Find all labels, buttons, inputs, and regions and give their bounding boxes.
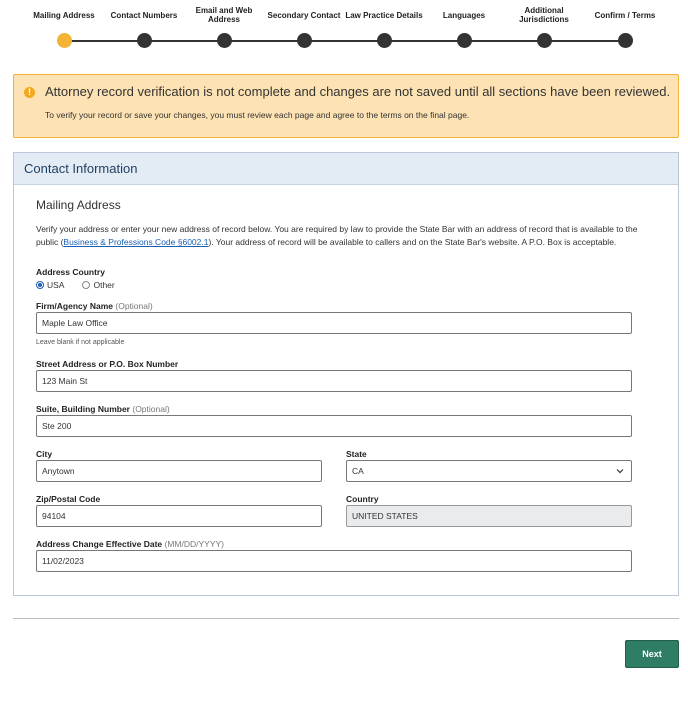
step-dot [137, 33, 152, 48]
step-mailing-address[interactable] [19, 4, 109, 48]
step-law-practice[interactable] [339, 4, 429, 48]
step-label: Law Practice Details [345, 10, 423, 20]
step-label: Secondary Contact [267, 10, 341, 20]
street-label: Street Address or P.O. Box Number [36, 359, 179, 369]
bp-code-link[interactable]: Business & Professions Code §6002.1 [63, 237, 209, 247]
effective-date-format: (MM/DD/YYYY) [164, 539, 224, 549]
step-additional-jurisdictions[interactable] [499, 4, 589, 48]
intro-text-end: ). Your address of record will be available to callers and on the State Bar's website. A P.O. Box is acceptable. [208, 237, 617, 247]
radio-other-label: Other [93, 280, 115, 290]
effective-date-label-text: Address Change Effective Date [36, 539, 163, 549]
radio-other-button[interactable] [82, 281, 90, 289]
radio-usa-label: USA [47, 280, 65, 290]
section-title: Mailing Address [36, 198, 121, 212]
step-label: Languages [442, 10, 486, 20]
step-dot [217, 33, 232, 48]
step-dot [377, 33, 392, 48]
intro-text-start: Verify your address or enter your new address of record below. You are required by law to provide the State Bar with an address of record that is available to the public ( [36, 224, 638, 247]
alert-heading: Attorney record verification is not complete and changes are not saved until all sections have been reviewed. [45, 84, 671, 99]
country-input-disabled: UNITED STATES [346, 505, 632, 527]
verification-alert [13, 74, 679, 138]
step-dot [537, 33, 552, 48]
card-title: Contact Information [14, 153, 678, 185]
radio-usa-button[interactable] [36, 281, 44, 289]
step-label: Contact Numbers [110, 10, 178, 20]
firm-optional: (Optional) [115, 301, 153, 311]
radio-other[interactable] [82, 280, 114, 290]
state-label: State [346, 449, 367, 459]
state-select[interactable] [346, 460, 632, 482]
step-label: Additional Jurisdictions [519, 6, 569, 24]
contact-information-card [13, 152, 679, 596]
radio-usa[interactable] [36, 280, 64, 290]
firm-label-text: Firm/Agency Name [36, 301, 113, 311]
step-dot [457, 33, 472, 48]
firm-label [36, 301, 153, 311]
firm-input[interactable]: Maple Law Office [36, 312, 632, 334]
step-label: Email and Web Address [195, 6, 253, 24]
suite-label [36, 404, 170, 414]
info-icon: ! [24, 87, 35, 98]
suite-label-text: Suite, Building Number [36, 404, 130, 414]
city-label: City [36, 449, 53, 459]
suite-optional: (Optional) [132, 404, 170, 414]
footer-divider [13, 618, 679, 619]
step-secondary-contact[interactable] [259, 4, 349, 48]
next-button[interactable]: Next [625, 640, 679, 668]
street-input[interactable]: 123 Main St [36, 370, 632, 392]
address-country-radios [36, 280, 133, 290]
address-country-label: Address Country [36, 267, 105, 277]
step-email-web[interactable] [179, 4, 269, 48]
step-languages[interactable] [419, 4, 509, 48]
effective-date-input[interactable]: 11/02/2023 [36, 550, 632, 572]
step-dot [618, 33, 633, 48]
country-label: Country [346, 494, 379, 504]
step-contact-numbers[interactable] [99, 4, 189, 48]
step-dot [297, 33, 312, 48]
step-label: Mailing Address [33, 10, 95, 20]
suite-input[interactable]: Ste 200 [36, 415, 632, 437]
step-dot-active [57, 33, 72, 48]
alert-subtext: To verify your record or save your changes, you must review each page and agree to the terms on the final page. [45, 110, 470, 120]
effective-date-label [36, 539, 224, 549]
state-select-value: CA [352, 466, 364, 476]
city-input[interactable]: Anytown [36, 460, 322, 482]
chevron-down-icon [615, 466, 625, 476]
progress-stepper [0, 0, 688, 56]
zip-input[interactable]: 94104 [36, 505, 322, 527]
zip-label: Zip/Postal Code [36, 494, 101, 504]
firm-help-text: Leave blank if not applicable [36, 339, 125, 346]
step-label: Confirm / Terms [594, 10, 656, 20]
step-confirm-terms[interactable] [580, 4, 670, 48]
intro-text [36, 223, 656, 249]
